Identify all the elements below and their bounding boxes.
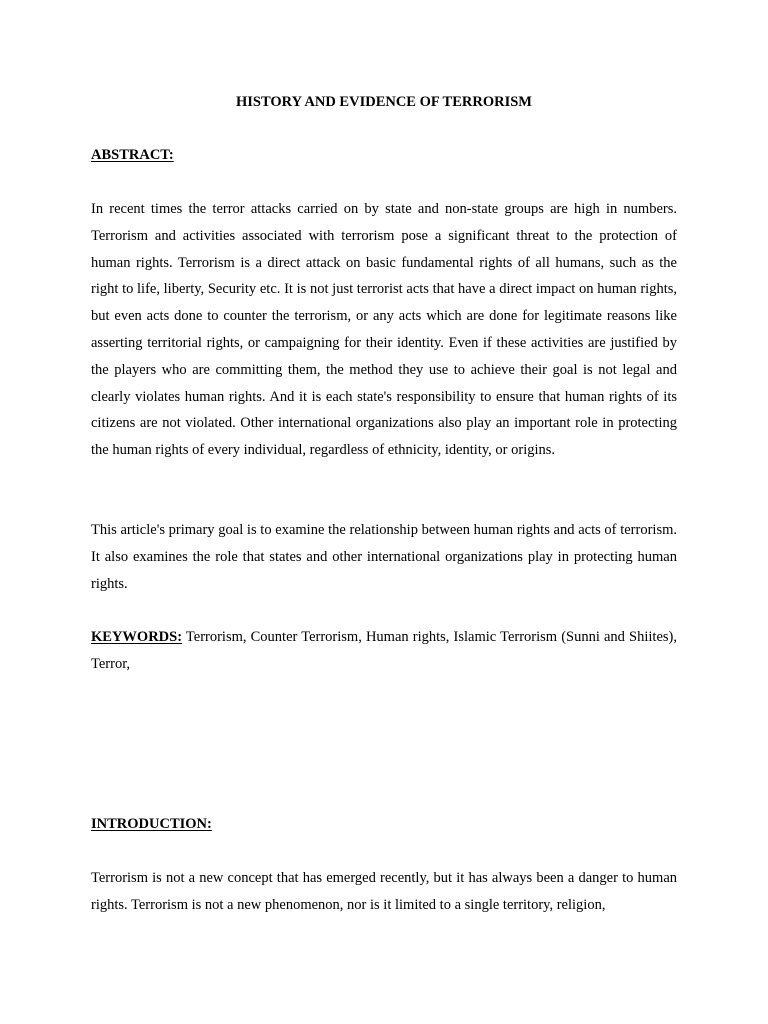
document-title: HISTORY AND EVIDENCE OF TERRORISM xyxy=(236,94,532,110)
keywords-paragraph xyxy=(91,624,677,678)
keywords-label: KEYWORDS: xyxy=(91,629,183,645)
abstract-paragraph-2: This article's primary goal is to examine the relationship between human rights and acts of terrorism. It also examines the role that states and other international organizations play in protecting human rights. xyxy=(91,522,677,592)
abstract-heading: ABSTRACT: xyxy=(91,147,174,163)
abstract-paragraph-1: In recent times the terror attacks carried on by state and non-state groups are high in numbers. Terrorism and activities associated with terrorism pose a significant threat to the protection of human rights. Terrorism is a direct attack on basic fundamental rights of all humans, such as the right to life, liberty, Security etc. It is not just terrorist acts that have a direct impact on human rights, but even acts done to counter the terrorism, or any acts which are done for legitimate reasons like asserting territorial rights, or campaigning for their identity. Even if these activities are justified by the players who are committing them, the method they use to achieve their goal is not legal and clearly violates human rights. And it is each state's responsibility to ensure that human rights of its citizens are not violated. Other international organizations also play an important role in protecting the human rights of every individual, regardless of ethnicity, identity, or origins. xyxy=(91,201,677,459)
introduction-paragraph: Terrorism is not a new concept that has emerged recently, but it has always been a danger to human rights. Terrorism is not a new phenomenon, nor is it limited to a single territory, religion, xyxy=(91,870,677,913)
keywords-text: Terrorism, Counter Terrorism, Human rights, Islamic Terrorism (Sunni and Shiites), Terror, xyxy=(91,629,677,672)
introduction-heading: INTRODUCTION: xyxy=(91,816,212,832)
